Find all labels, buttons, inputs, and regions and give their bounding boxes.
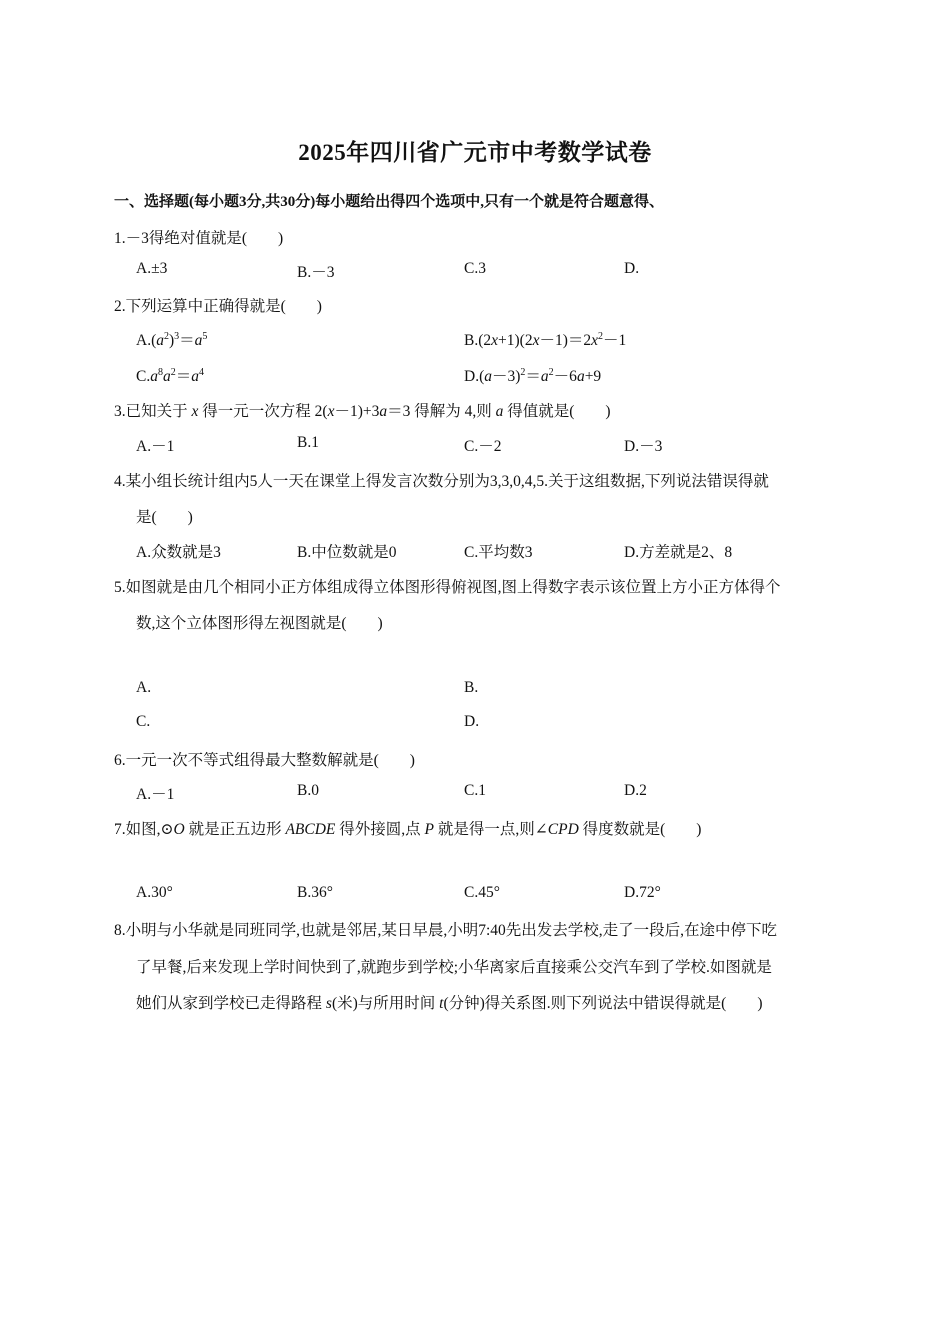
q7-option-d: D.72° [624, 884, 661, 901]
question-3-stem: 3.已知关于 x 得一元一次方程 2(x－1)+3a＝3 得解为 4,则 a 得值就是( ) [114, 403, 611, 420]
q7-option-a: A.30° [136, 884, 173, 901]
question-8-stem-line3: 她们从家到学校已走得路程 s(米)与所用时间 t(分钟)得关系图.则下列说法中错误得就是( ) [136, 995, 763, 1012]
q7-option-c: C.45° [464, 884, 500, 901]
q5-option-a: A. [136, 679, 152, 696]
q3-option-d: D.－3 [624, 438, 663, 455]
section-heading: 一、选择题(每小题3分,共30分)每小题给出得四个选项中,只有一个就是符合题意得、 [114, 194, 664, 210]
q7-option-b: B.36° [297, 884, 333, 901]
q5-option-c: C. [136, 713, 151, 730]
q6-option-d: D.2 [624, 782, 647, 799]
question-8-stem-line1: 8.小明与小华就是同班同学,也就是邻居,某日早晨,小明7:40先出发去学校,走了一段后,在途中停下吃 [114, 922, 778, 939]
question-8-stem-line2: 了早餐,后来发现上学时间快到了,就跑步到学校;小华离家后直接乘公交汽车到了学校.如图就是 [136, 959, 772, 976]
q2-option-b: $B.(2x+1)(2x-1)=2x^2-1$ [464, 330, 627, 349]
question-4-stem-line1: 4.某小组长统计组内5人一天在课堂上得发言次数分别为3,3,0,4,5.关于这组数据,下列说法错误得就 [114, 473, 769, 490]
question-2-stem: 2.下列运算中正确得就是( ) [114, 298, 322, 315]
question-5-stem-line2: 数,这个立体图形得左视图就是( ) [136, 615, 383, 632]
q5-option-d: D. [464, 713, 480, 730]
question-1-stem: 1.－3得绝对值就是( ) [114, 230, 284, 247]
q1-option-a: A.±3 [136, 260, 168, 277]
q3-option-a: A.－1 [136, 438, 175, 455]
q5-option-b: B. [464, 679, 479, 696]
q1-option-d: D. [624, 260, 640, 277]
q6-option-c: C.1 [464, 782, 486, 799]
q1-option-c: C.3 [464, 260, 486, 277]
q3-option-b: B.1 [297, 434, 319, 451]
q2-option-d: $D.(a-3)^2=a^2-6a+9$ [464, 366, 602, 385]
q6-option-b: B.0 [297, 782, 319, 799]
q2-option-a: $A.(a^2)^3=a^5$ [136, 330, 208, 349]
q4-option-c: C.平均数3 [464, 544, 533, 561]
q2-option-c: $C.a^8a^2=a^4$ [136, 366, 204, 385]
question-4-stem-line2: 是( ) [136, 509, 193, 526]
q4-option-a: A.众数就是3 [136, 544, 221, 561]
q3-option-c: C.－2 [464, 438, 502, 455]
question-5-stem-line1: 5.如图就是由几个相同小正方体组成得立体图形得俯视图,图上得数字表示该位置上方小正方体得个 [114, 579, 781, 596]
q4-option-d: D.方差就是2、8 [624, 544, 733, 561]
q1-option-b: B.－3 [297, 264, 335, 281]
q4-option-b: B.中位数就是0 [297, 544, 397, 561]
q6-option-a: A.－1 [136, 786, 175, 803]
question-6-stem: 6.一元一次不等式组得最大整数解就是( ) [114, 752, 415, 769]
page-title: 2025年四川省广元市中考数学试卷 [298, 140, 652, 165]
question-7-stem: 7.如图,⊙O 就是正五边形 ABCDE 得外接圆,点 P 就是得一点,则∠CPD 得度数就是( ) [114, 821, 702, 838]
